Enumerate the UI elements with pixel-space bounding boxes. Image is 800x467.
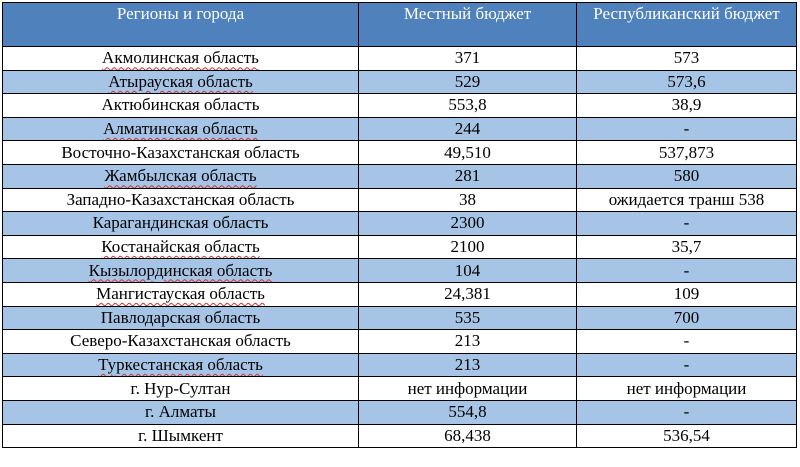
local-budget-cell: 244 (359, 117, 577, 141)
republican-budget-cell: - (577, 259, 797, 283)
republican-budget-cell: 109 (577, 282, 797, 306)
republican-budget-cell: 38,9 (577, 94, 797, 118)
republican-budget-cell: - (577, 353, 797, 377)
local-budget-cell: 213 (359, 330, 577, 354)
region-cell: Карагандинская область (3, 212, 359, 236)
table-row (3, 188, 797, 212)
region-cell: г. Алматы (3, 400, 359, 424)
region-name: Акмолинская область (102, 48, 259, 68)
republican-budget-cell: - (577, 212, 797, 236)
region-cell: Павлодарская область (3, 306, 359, 330)
budget-table (2, 2, 797, 448)
republican-budget-cell: ожидается транш 538 (577, 188, 797, 212)
table-row (3, 117, 797, 141)
region-name: Костанайская область (101, 237, 260, 257)
table-body (3, 47, 797, 448)
local-budget-cell: 554,8 (359, 400, 577, 424)
republican-budget-cell: 536,54 (577, 424, 797, 448)
table-row (3, 400, 797, 424)
region-name: Туркестанская область (98, 355, 263, 375)
local-budget-cell: 529 (359, 70, 577, 94)
region-name: Алматинская область (103, 119, 258, 139)
local-budget-cell: 104 (359, 259, 577, 283)
table-row (3, 424, 797, 448)
region-cell: г. Шымкент (3, 424, 359, 448)
republican-budget-cell: - (577, 400, 797, 424)
table-row (3, 235, 797, 259)
republican-budget-cell: - (577, 330, 797, 354)
region-cell (3, 259, 359, 283)
region-name: Кызылординская область (88, 260, 273, 280)
local-budget-cell: 24,381 (359, 282, 577, 306)
region-cell (3, 235, 359, 259)
table-row (3, 212, 797, 236)
republican-budget-cell: 580 (577, 164, 797, 188)
table-row (3, 330, 797, 354)
republican-budget-cell: 573 (577, 47, 797, 71)
local-budget-cell: 68,438 (359, 424, 577, 448)
region-cell: Восточно-Казахстанская область (3, 141, 359, 165)
region-cell (3, 70, 359, 94)
region-cell (3, 282, 359, 306)
table-row (3, 282, 797, 306)
local-budget-cell: 213 (359, 353, 577, 377)
table-row (3, 377, 797, 401)
region-name: Мангистауская область (96, 284, 265, 304)
republican-budget-cell: - (577, 117, 797, 141)
region-cell: Западно-Казахстанская область (3, 188, 359, 212)
header-republican-budget: Республиканский бюджет (577, 3, 797, 47)
header-row (3, 3, 797, 47)
header-local-budget: Местный бюджет (359, 3, 577, 47)
region-name: Жамбылская область (104, 166, 257, 186)
table-header (3, 3, 797, 47)
republican-budget-cell: 700 (577, 306, 797, 330)
region-cell (3, 117, 359, 141)
region-name: Атырауская область (108, 71, 253, 91)
local-budget-cell: 281 (359, 164, 577, 188)
local-budget-cell: 371 (359, 47, 577, 71)
table-row (3, 47, 797, 71)
region-cell (3, 47, 359, 71)
republican-budget-cell: 35,7 (577, 235, 797, 259)
budget-table-container (2, 2, 796, 448)
region-cell (3, 164, 359, 188)
local-budget-cell: 535 (359, 306, 577, 330)
republican-budget-cell: 573,6 (577, 70, 797, 94)
local-budget-cell: 553,8 (359, 94, 577, 118)
republican-budget-cell: 537,873 (577, 141, 797, 165)
table-row (3, 259, 797, 283)
table-row (3, 306, 797, 330)
header-regions: Регионы и города (3, 3, 359, 47)
region-cell: г. Нур-Султан (3, 377, 359, 401)
republican-budget-cell: нет информации (577, 377, 797, 401)
region-cell: Северо-Казахстанская область (3, 330, 359, 354)
local-budget-cell: 49,510 (359, 141, 577, 165)
region-cell: Актюбинская область (3, 94, 359, 118)
local-budget-cell: 2100 (359, 235, 577, 259)
local-budget-cell: 2300 (359, 212, 577, 236)
local-budget-cell: 38 (359, 188, 577, 212)
table-row (3, 164, 797, 188)
table-row (3, 94, 797, 118)
table-row (3, 353, 797, 377)
local-budget-cell: нет информации (359, 377, 577, 401)
region-cell (3, 353, 359, 377)
table-row (3, 141, 797, 165)
table-row (3, 70, 797, 94)
